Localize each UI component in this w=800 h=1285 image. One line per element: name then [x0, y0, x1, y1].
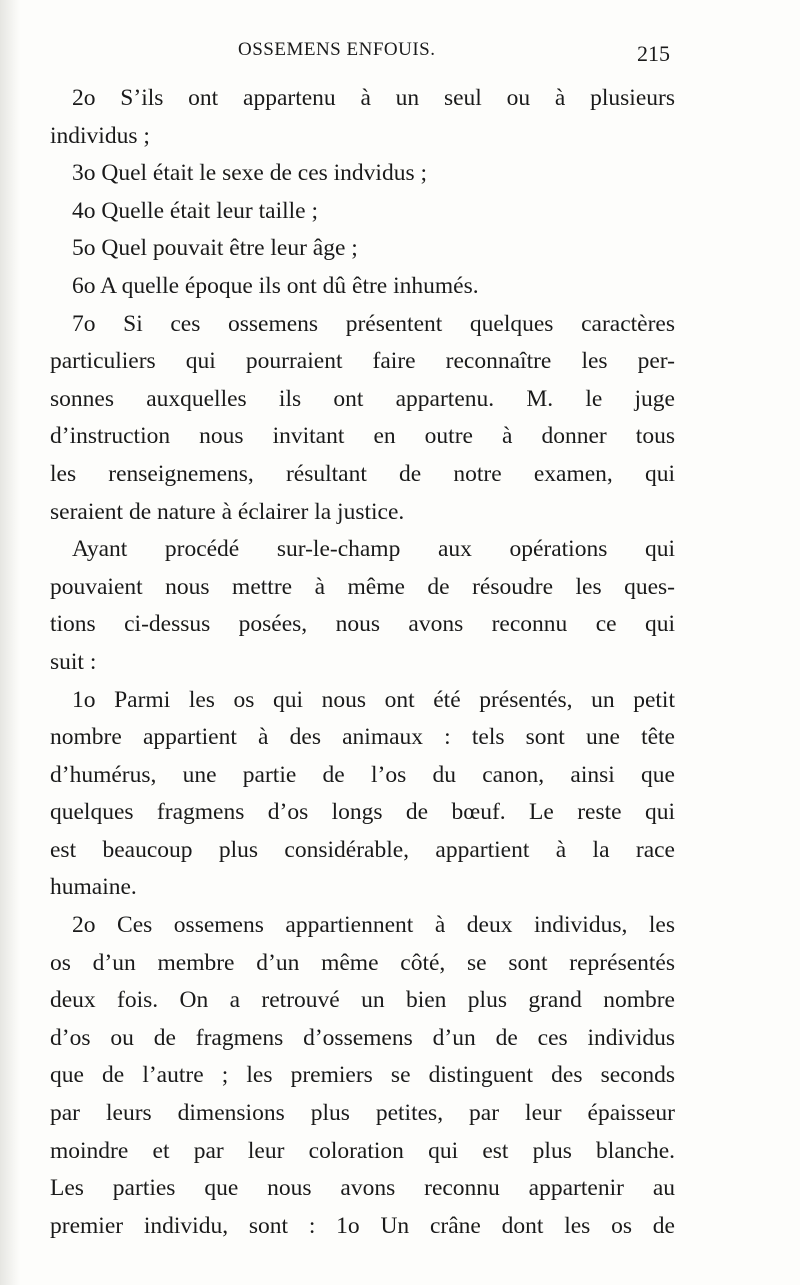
text-line: pouvaient nous mettre à même de résoudre les ques-: [50, 573, 675, 600]
text-line: les renseignemens, résultant de notre examen, qui: [50, 460, 675, 487]
text-line: sonnes auxquelles ils ont appartenu. M. le juge: [50, 385, 675, 412]
running-head: OSSEMENS ENFOUIS.: [238, 39, 436, 60]
text-line: 4o Quelle était leur taille ;: [72, 197, 319, 224]
page-header: [48, 35, 670, 75]
text-line: Les parties que nous avons reconnu appartenir au: [50, 1175, 675, 1202]
text-line: premier individu, sont : 1o Un crâne dont les os de: [50, 1212, 675, 1239]
text-line: particuliers qui pourraient faire reconnaître les per-: [50, 348, 675, 375]
text-line: d’humérus, une partie de l’os du canon, ainsi que: [50, 761, 675, 788]
body-text: [50, 80, 675, 1245]
text-line: humaine.: [50, 874, 137, 901]
text-line: que de l’autre ; les premiers se distinguent des seconds: [50, 1062, 675, 1089]
text-line: tions ci-dessus posées, nous avons reconnu ce qui: [50, 611, 675, 638]
text-line: nombre appartient à des animaux : tels sont une tête: [50, 724, 675, 751]
text-line: 7o Si ces ossemens présentent quelques caractères: [72, 310, 675, 337]
text-line: 6o A quelle époque ils ont dû être inhumés.: [72, 272, 479, 299]
text-line: 5o Quel pouvait être leur âge ;: [72, 235, 358, 262]
text-line: deux fois. On a retrouvé un bien plus grand nombre: [50, 987, 675, 1014]
text-line: 2o S’ils ont appartenu à un seul ou à plusieurs: [72, 85, 675, 111]
text-line: d’os ou de fragmens d’ossemens d’un de ces individus: [50, 1024, 675, 1051]
text-line: individus ;: [50, 122, 150, 149]
text-line: d’instruction nous invitant en outre à donner tous: [50, 423, 675, 450]
text-line: 3o Quel était le sexe de ces indvidus ;: [72, 160, 428, 187]
text-line: suit :: [50, 648, 97, 675]
text-line: quelques fragmens d’os longs de bœuf. Le reste qui: [50, 799, 675, 826]
text-line: Ayant procédé sur-le-champ aux opérations qui: [72, 536, 675, 563]
text-line: 2o Ces ossemens appartiennent à deux individus, les: [72, 912, 675, 939]
page-number: 215: [637, 41, 670, 66]
text-line: os d’un membre d’un même côté, se sont représentés: [50, 949, 675, 976]
text-line: seraient de nature à éclairer la justice.: [50, 498, 405, 525]
text-line: 1o Parmi les os qui nous ont été présentés, un petit: [72, 686, 675, 713]
text-line: est beaucoup plus considérable, appartient à la race: [50, 836, 675, 863]
text-line: par leurs dimensions plus petites, par leur épaisseur: [50, 1100, 675, 1127]
text-line: moindre et par leur coloration qui est plus blanche.: [50, 1137, 675, 1164]
page-gutter-shadow: [0, 0, 20, 1285]
